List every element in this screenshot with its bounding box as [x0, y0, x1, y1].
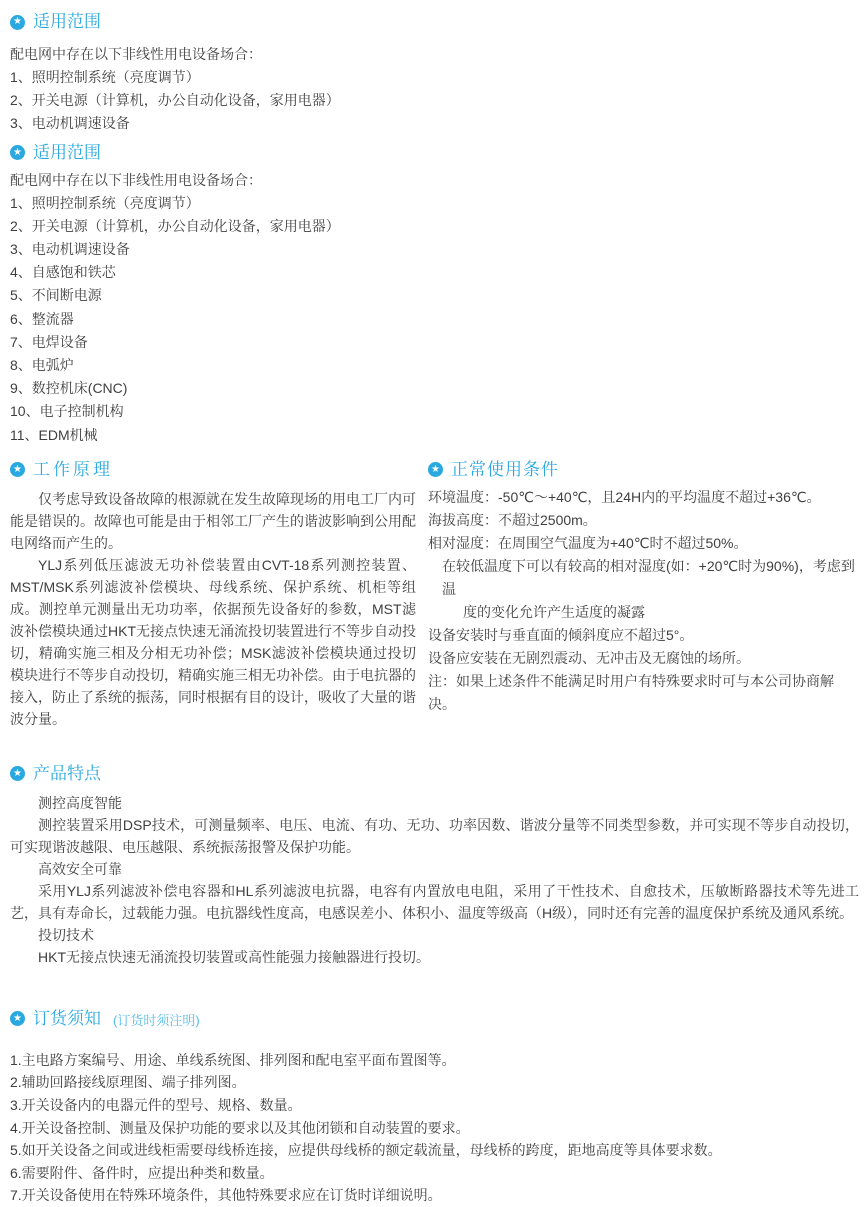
section-title-conditions: 正常使用条件 — [451, 459, 559, 479]
condition-line: 注：如果上述条件不能满足时用户有特殊要求时可与本公司协商解决。 — [428, 672, 834, 712]
list-item: 7.开关设备使用在特殊环境条件，其他特殊要求应在订货时详细说明。 — [10, 1187, 442, 1204]
feature-subtitle: 高效安全可靠 — [38, 860, 122, 877]
section-header-scope-2 — [10, 143, 859, 163]
section-note-ordering: (订货时须注明) — [113, 1013, 200, 1029]
section-header-scope-1 — [10, 12, 859, 32]
list-item: 2、开关电源（计算机，办公自动化设备，家用电器） — [10, 92, 340, 109]
star-circle-icon: ★ — [10, 766, 25, 781]
star-circle-icon: ★ — [10, 1011, 25, 1026]
feature-paragraph: HKT无接点快速无涌流投切装置或高性能强力接触器进行投切。 — [38, 948, 430, 965]
star-circle-icon: ★ — [10, 15, 25, 30]
condition-line: 在较低温度下可以有较高的相对湿度(如：+20℃时为90%)，考虑到温 — [442, 557, 855, 597]
features-section — [10, 764, 859, 968]
section-header-features — [10, 764, 859, 784]
star-circle-icon: ★ — [10, 462, 25, 477]
list-item: 1、照明控制系统（亮度调节） — [10, 69, 200, 85]
scope1-list — [10, 66, 859, 136]
list-item: 9、数控机床(CNC) — [10, 380, 128, 397]
condition-line: 度的变化允许产生适度的凝露 — [463, 603, 645, 620]
section-title-features: 产品特点 — [33, 763, 101, 783]
section-title-scope-2: 适用范围 — [33, 142, 101, 162]
scope1-intro: 配电网中存在以下非线性用电设备场合： — [10, 46, 262, 62]
working-principle-section — [10, 460, 416, 730]
list-item: 3、电动机调速设备 — [10, 115, 130, 132]
condition-line: 设备应安装在无剧烈震动、无冲击及无腐蚀的场所。 — [428, 649, 750, 666]
section-title-principle: 工作原理 — [33, 459, 113, 479]
two-column-area — [10, 460, 859, 730]
paragraph: 仅考虑导致设备故障的根源就在发生故障现场的用电工厂内可能是错误的。故障也可能是由于相邻工厂产生的谐波影响到公用配电网络而产生的。 — [10, 490, 416, 551]
condition-line: 环境温度：-50℃～+40℃，且24H内的平均温度不超过+36℃。 — [428, 488, 821, 505]
list-item: 1.主电路方案编号、用途、单线系统图、排列图和配电室平面布置图等。 — [10, 1051, 456, 1068]
ordering-section — [10, 1009, 859, 1207]
list-item: 4.开关设备控制、测量及保护功能的要求以及其他闭锁和自动装置的要求。 — [10, 1119, 470, 1136]
list-item: 11、EDM机械 — [10, 426, 98, 443]
ordering-list — [10, 1049, 859, 1207]
section-header-principle — [10, 460, 416, 480]
list-item: 5.如开关设备之间或进线柜需要母线桥连接，应提供母线桥的额定载流量，母线桥的跨度，距地高度等具体要求数。 — [10, 1142, 722, 1159]
paragraph: YLJ系列低压滤波无功补偿装置由CVT-18系列测控装置、MST/MSK系列滤波补偿模块、母线系统、保护系统、机柜等组成。测控单元测量出无功功率，依据预先设备好的参数，MST滤波补偿模块通过HKT无接点快速无涌流投切装置进行不等步自动投切，精确实施三相及分相无功补偿；MSK滤波补偿模块通过投切模块进行不等步自动投切，精确实施三相无功补偿。由于电抗器的接入，防止了系统的振荡，同时根据有目的设计，吸收了大量的谐波分量。 — [10, 556, 416, 727]
scope2-intro: 配电网中存在以下非线性用电设备场合： — [10, 171, 262, 188]
list-item: 3、电动机调速设备 — [10, 241, 130, 258]
list-item: 10、电子控制机构 — [10, 403, 124, 420]
section-header-conditions — [428, 460, 859, 480]
section-title-ordering: 订货须知 — [33, 1008, 101, 1028]
condition-line: 设备安装时与垂直面的倾斜度应不超过5°。 — [428, 626, 694, 643]
operating-conditions-section — [428, 460, 859, 730]
feature-subtitle: 测控高度智能 — [38, 794, 122, 811]
star-circle-icon: ★ — [428, 462, 443, 477]
condition-line: 海拔高度：不超过2500m。 — [428, 511, 597, 528]
list-item: 6.需要附件、备件时，应提出种类和数量。 — [10, 1164, 274, 1181]
list-item: 2、开关电源（计算机，办公自动化设备，家用电器） — [10, 217, 340, 234]
list-item: 7、电焊设备 — [10, 333, 88, 350]
list-item: 3.开关设备内的电器元件的型号、规格、数量。 — [10, 1097, 302, 1114]
feature-paragraph: 测控装置采用DSP技术，可测量频率、电压、电流、有功、无功、功率因数、谐波分量等不同类型参数，并可实现不等步自动投切，可实现谐波越限、电压越限、系统振荡报警及保护功能。 — [10, 816, 859, 855]
section-header-ordering — [10, 1009, 859, 1029]
list-item: 6、整流器 — [10, 310, 74, 327]
list-item: 2.辅助回路接线原理图、端子排列图。 — [10, 1074, 246, 1091]
scope2-list — [10, 192, 859, 447]
list-item: 5、不间断电源 — [10, 287, 102, 304]
star-circle-icon: ★ — [10, 145, 25, 160]
feature-subtitle: 投切技术 — [38, 926, 94, 943]
condition-line: 相对湿度：在周围空气温度为+40℃时不超过50%。 — [428, 534, 748, 551]
section-title-scope-1: 适用范围 — [33, 12, 101, 31]
feature-paragraph: 采用YLJ系列滤波补偿电容器和HL系列滤波电抗器，电容有内置放电电阻，采用了干性技术、自愈技术，压敏断路器技术等先进工艺，具有寿命长，过载能力强。电抗器线性度高，电感误差小、体积小、温度等级高（H级），同时还有完善的温度保护系统及通风系统。 — [10, 882, 859, 921]
list-item: 4、自感饱和铁芯 — [10, 264, 116, 281]
list-item: 8、电弧炉 — [10, 357, 74, 374]
list-item: 1、照明控制系统（亮度调节） — [10, 194, 200, 211]
